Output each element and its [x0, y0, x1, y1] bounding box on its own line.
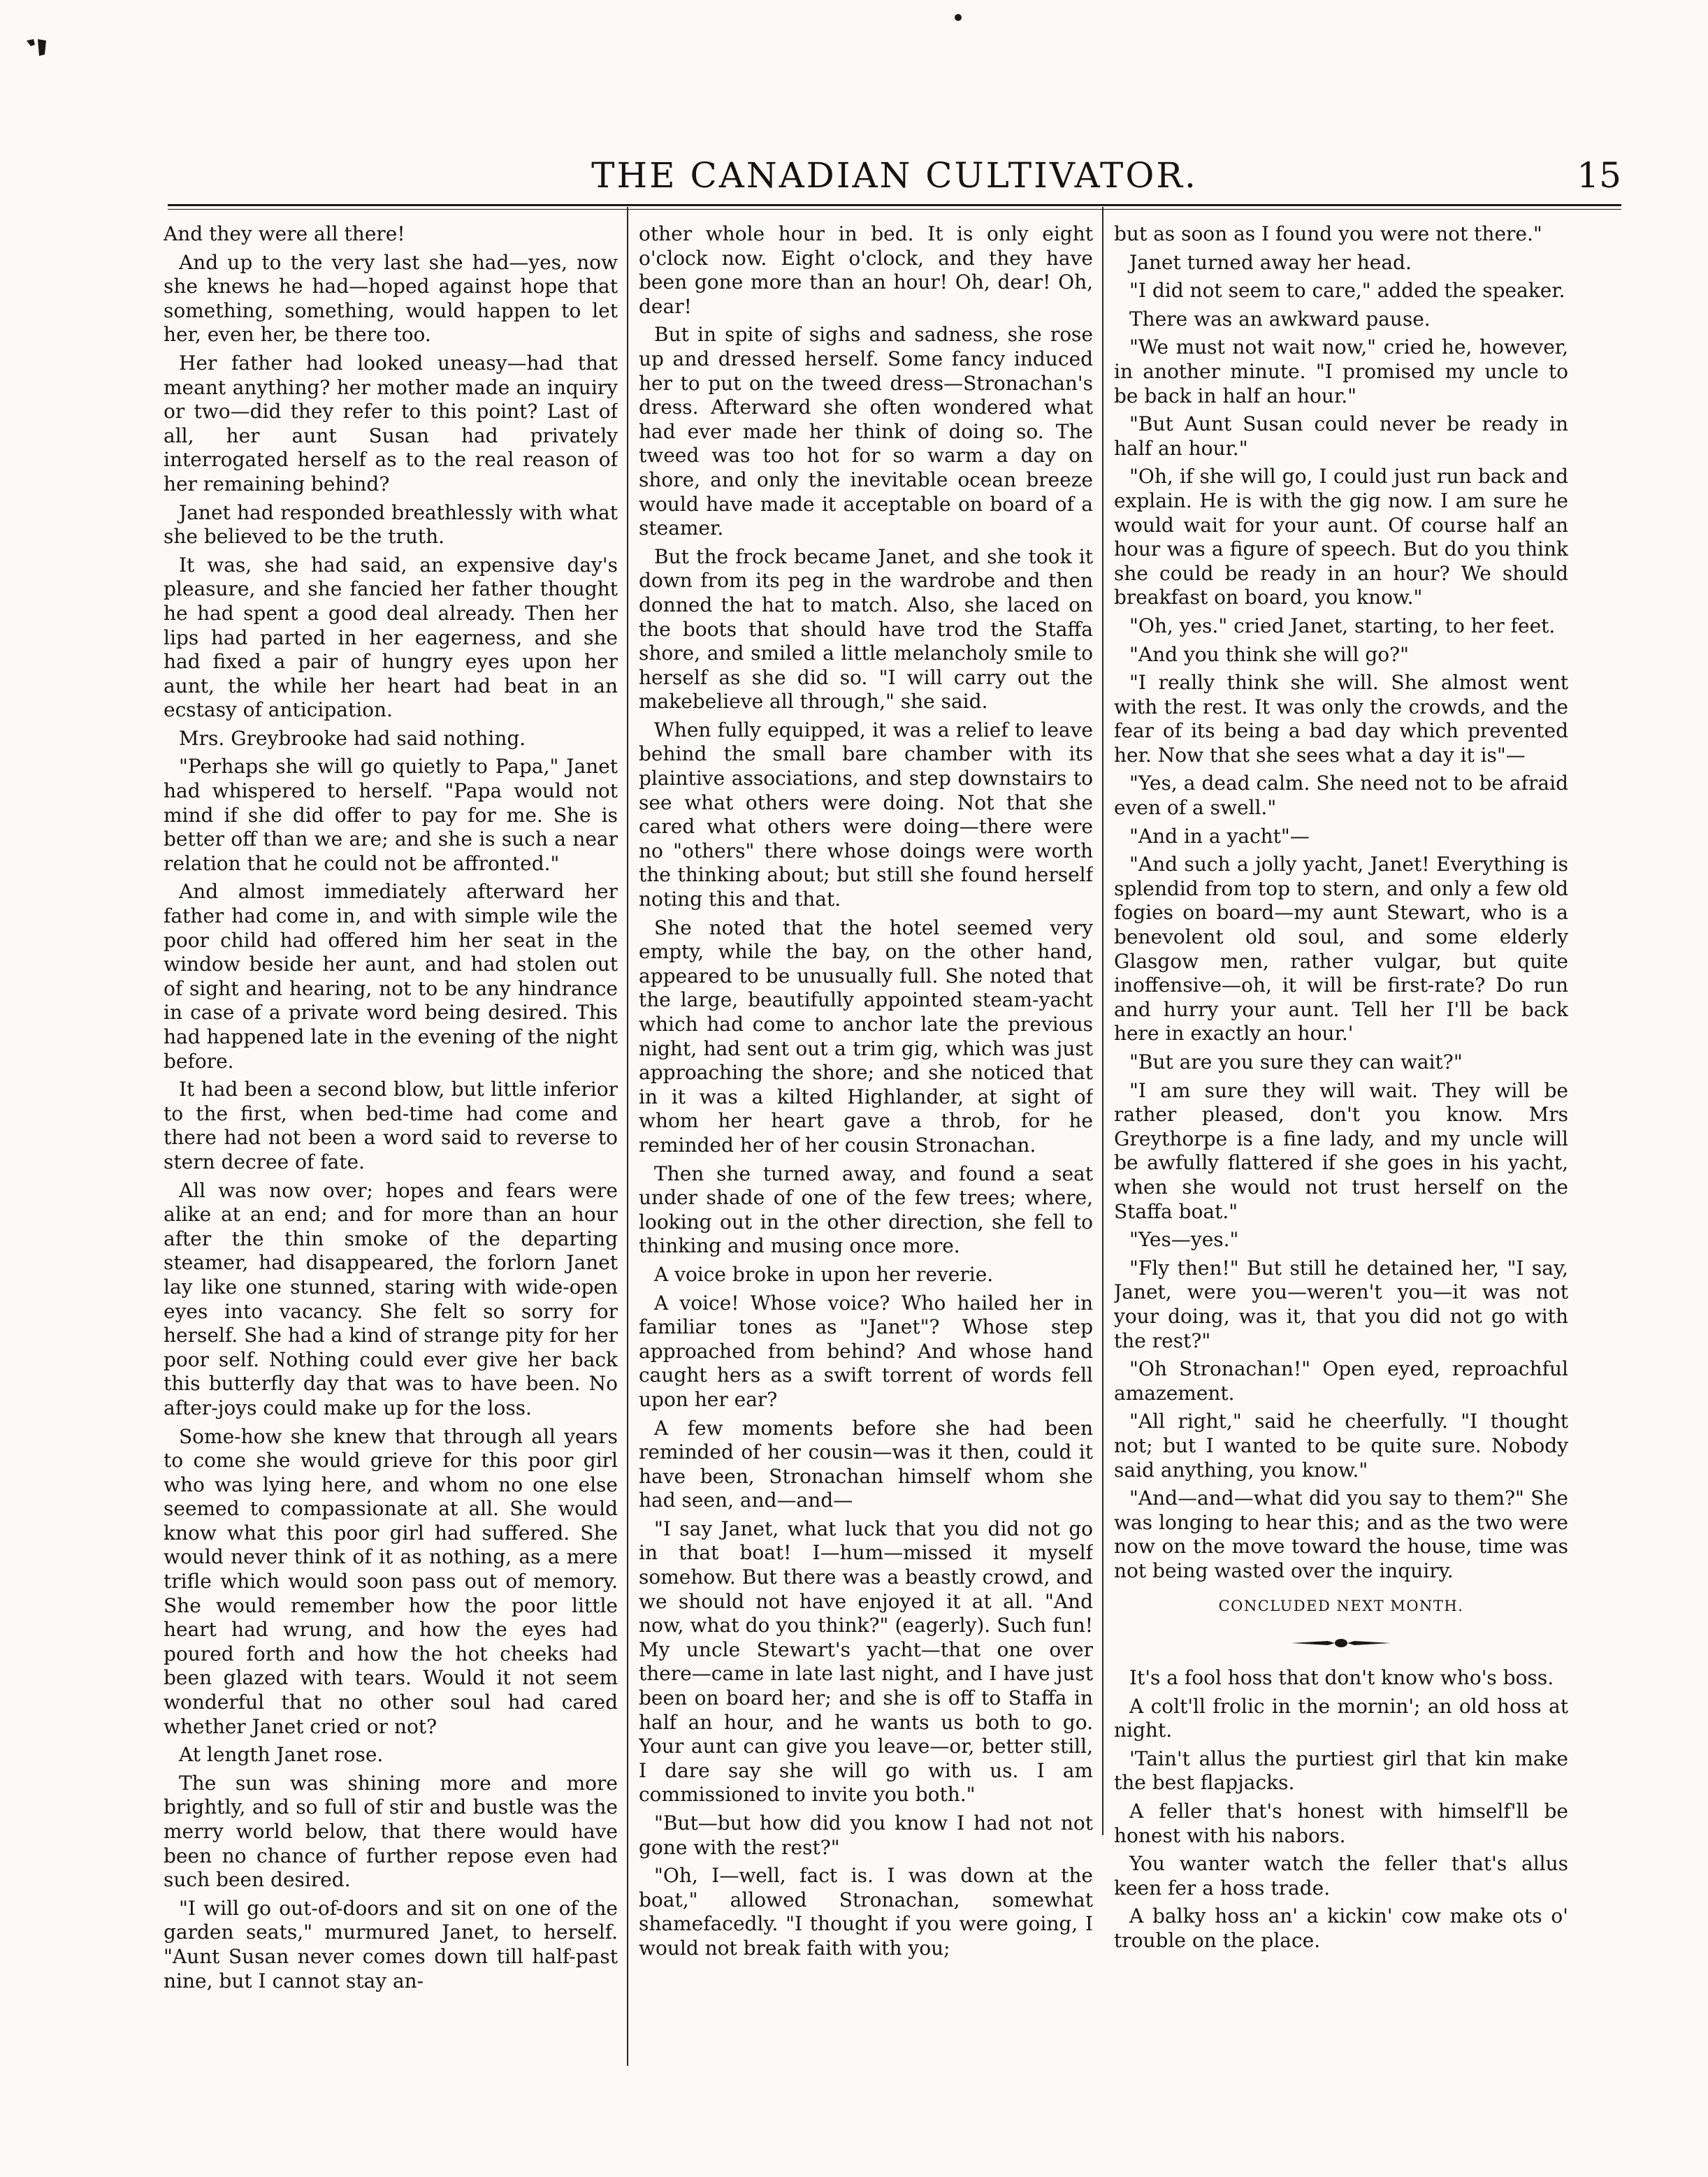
paragraph: Mrs. Greybrooke had said nothing.	[179, 726, 526, 750]
paragraph: "We must not wait now," cried he, however, in another minute. "I promised my uncle to be back in half an hour."	[1114, 335, 1568, 407]
paragraph: "And in a yacht"—	[1129, 824, 1310, 848]
paragraph: "Oh Stronachan!" Open eyed, reproachful amazement.	[1114, 1357, 1568, 1405]
paragraph: "Oh, yes." cried Janet, starting, to her feet.	[1129, 614, 1556, 637]
paragraph: At length Janet rose.	[179, 1743, 384, 1767]
paragraph: There was an awkward pause.	[1129, 307, 1431, 331]
paragraph: "Perhaps she will go quietly to Papa," Janet had whispered to herself. "Papa would not mind if she did offer to pay for me. She is better off than we are; and she is such a near relation that he could not be affronted."	[164, 755, 618, 875]
paragraph: A few moments before she had been reminded of her cousin—was it then, could it have been, Stronachan himself whom she had seen, and—and—	[639, 1416, 1093, 1512]
paragraph: All was now over; hopes and fears were alike at an end; and for more than an hour after the thin smoke of the departing steamer, had disappeared, the forlorn Janet lay like one stunned, staring with wide-open eyes into vacancy. She felt so sorry for herself. She had a kind of strange pity for her poor self. Nothing could ever give her back this butterfly day that was to have been. No after-joys could make up for the loss.	[164, 1178, 618, 1419]
paragraph: "But are you sure they can wait?"	[1129, 1050, 1463, 1073]
paragraph: "I am sure they will wait. They will be rather pleased, don't you know. Mrs Greythorpe is a fine lady, and my uncle will be awfully flattered if she goes in his yacht, when she would not trust herself on the Staffa boat."	[1114, 1078, 1568, 1223]
paragraph: And they were all there!	[164, 222, 405, 245]
paragraph: "Oh, I—well, fact is. I was down at the boat," allowed Stronachan, somewhat shamefacedly. "I thought if you were going, I would not break faith with you;	[639, 1864, 1093, 1960]
paragraph: A voice! Whose voice? Who hailed her in familiar tones as "Janet"? Whose step approached from behind? And whose hand caught hers as a swift torrent of words fell upon her ear?	[639, 1291, 1093, 1411]
saying: 'Tain't allus the purtiest girl that kin make the best flapjacks.	[1114, 1746, 1568, 1795]
paragraph: "Yes—yes."	[1129, 1228, 1239, 1252]
ornament-divider	[1289, 1635, 1394, 1651]
header-rule	[168, 204, 1621, 210]
paragraph: "I say Janet, what luck that you did not go in that boat! I—hum—missed it myself somehow. But there was a beastly crowd, and we should not have enjoyed it at all. "And now, what do you think?" (eagerly). Such fun! My uncle Stewart's yacht—that one over there—came in late last night, and I have just been on board her; and she is off to Staffa in half an hour, and he wants us both to go. Your aunt can give you leave—or, better still, I dare say she will go with us. I am commissioned to invite you both."	[639, 1517, 1093, 1807]
page-number: 15	[1577, 155, 1621, 196]
running-head	[168, 152, 1621, 198]
column-1	[164, 222, 618, 2067]
paragraph: "But—but how did you know I had not not gone with the rest?"	[639, 1811, 1093, 1859]
column-rule-1	[627, 207, 628, 2066]
paragraph: "Yes, a dead calm. She need not to be afraid even of a swell."	[1114, 772, 1568, 820]
publication-title: THE CANADIAN CULTIVATOR.	[591, 155, 1198, 196]
paragraph: Then she turned away, and found a seat under shade of one of the few trees; where, looking out in the other direction, she fell to thinking and musing once more.	[639, 1162, 1093, 1258]
paragraph: "And such a jolly yacht, Janet! Everything is splendid from top to stern, and only a few old fogies on board—my aunt Stewart, who is a benevolent old soul, and some elderly Glasgow men, rather vulgar, but quite inoffensive—oh, it will be first-rate? Do run and hurry your aunt. Tell her I'll be back here in exactly an hour.'	[1114, 853, 1568, 1046]
column-2	[639, 222, 1093, 2067]
saying: A colt'll frolic in the mornin'; an old hoss at night.	[1114, 1694, 1568, 1742]
paragraph: "I did not seem to care," added the speaker.	[1129, 279, 1565, 303]
saying: It's a fool hoss that don't know who's boss.	[1129, 1666, 1554, 1690]
paragraph: "I will go out-of-doors and sit on one of the garden seats," murmured Janet, to herself. "Aunt Susan never comes down till half-past nine, but I cannot stay an-	[164, 1896, 618, 1992]
paragraph: And up to the very last she had—yes, now she knews he had—hoped against hope that something, something, would happen to let her, even her, be there too.	[164, 250, 618, 347]
scan-blot	[24, 35, 52, 63]
column-3	[1114, 222, 1568, 2067]
saying: A balky hoss an' a kickin' cow make ots o' trouble on the place.	[1114, 1904, 1568, 1952]
paragraph: "I really think she will. She almost went with the rest. It was only the crowds, and the fear of its being a bad day which prevented her. Now that she sees what a day it is"—	[1114, 671, 1568, 767]
paragraph: But the frock became Janet, and she took it down from its peg in the wardrobe and then donned the hat to match. Also, she laced on the boots that should have trod the Staffa shore, and smiled a little melancholy smile to herself as she did so. "I will carry out the makebelieve all through," she said.	[639, 544, 1093, 714]
scan-speck	[953, 13, 963, 22]
paragraph: When fully equipped, it was a relief to leave behind the small bare chamber with its plaintive associations, and step downstairs to see what others were doing. Not that she cared what others were doing—there were no "others" there whose doings were worth the thinking about; but still she found herself noting this and that.	[639, 718, 1093, 911]
saying: You wanter watch the feller that's allus keen fer a hoss trade.	[1114, 1852, 1568, 1900]
paragraph: It had been a second blow, but little inferior to the first, when bed-time had come and there had not been a word said to reverse to stern decree of fate.	[164, 1078, 618, 1173]
concluded-notice: CONCLUDED NEXT MONTH.	[1218, 1598, 1464, 1615]
paragraph: It was, she had said, an expensive day's pleasure, and she fancied her father thought he had spent a good deal already. Then her lips had parted in her eagerness, and she had fixed a pair of hungry eyes upon her aunt, the while her heart had beat in an ecstasy of anticipation.	[164, 553, 618, 722]
column-rule-2	[1102, 207, 1103, 1835]
paragraph: She noted that the hotel seemed very empty, while the bay, on the other hand, appeared to be unusually full. She noted that the large, beautifully appointed steam-yacht which had come to anchor late the previous night, had sent out a trim gig, which was just approaching the shore; and she noticed that in it was a kilted Highlander, at sight of whom her heart gave a throb, for he reminded her of her cousin Stronachan.	[639, 916, 1093, 1157]
paragraph: other whole hour in bed. It is only eight o'clock now. Eight o'clock, and they have been gone more than an hour! Oh, dear! Oh, dear!	[639, 222, 1093, 318]
paragraph: "Fly then!" But still he detained her, "I say, Janet, were you—weren't you—it was not your doing, was it, that you did not go with the rest?"	[1114, 1256, 1568, 1352]
paragraph: "And you think she will go?"	[1129, 642, 1409, 666]
paragraph: Some-how she knew that through all years to come she would grieve for this poor girl who was lying here, and whom no one else seemed to compassionate at all. She would know what this poor girl had suffered. She would never think of it as nothing, as a mere trifle which would soon pass out of memory. She would remember how the poor little heart had wrung, and how the eyes had poured forth and how the hot cheeks had been glazed with tears. Would it not seem wonderful that no other soul had cared whether Janet cried or not?	[164, 1424, 618, 1738]
paragraph: Janet had responded breathlessly with what she believed to be the truth.	[164, 500, 618, 549]
paragraph: "But Aunt Susan could never be ready in half an hour."	[1114, 412, 1568, 460]
paragraph: But in spite of sighs and sadness, she rose up and dressed herself. Some fancy induced her to put on the tweed dress—Stronachan's dress. Afterward she often wondered what had ever made her think of doing so. The tweed was too hot for so warm a day on shore, and only the inevitable ocean breeze would have made it acceptable on board of a steamer.	[639, 323, 1093, 540]
paragraph: but as soon as I found you were not there."	[1114, 222, 1542, 245]
saying: A feller that's honest with himself'll be honest with his nabors.	[1114, 1800, 1568, 1847]
paragraph: The sun was shining more and more brightly, and so full of stir and bustle was the merry world below, that there would have been no chance of further repose even had such been desired.	[164, 1771, 618, 1892]
paragraph: A voice broke in upon her reverie.	[654, 1262, 994, 1286]
paragraph: "And—and—what did you say to them?" She was longing to hear this; and as the two were now on the move toward the house, time was not being wasted over the inquiry.	[1114, 1487, 1568, 1582]
paragraph: "All right," said he cheerfully. "I thought not; but I wanted to be quite sure. Nobody said anything, you know."	[1114, 1410, 1568, 1482]
paragraph: Her father had looked uneasy—had that meant anything? her mother made an inquiry or two—did they refer to this point? Last of all, her aunt Susan had privately interrogated herself as to the real reason of her remaining behind?	[164, 351, 618, 496]
paragraph: And almost immediately afterward her father had come in, and with simple wile the poor child had offered him her seat in the window beside her aunt, and had stolen out of sight and hearing, not to be any hindrance in case of a private word being desired. This had happened late in the evening of the night before.	[164, 880, 618, 1073]
paragraph: Janet turned away her head.	[1129, 250, 1412, 274]
paragraph: "Oh, if she will go, I could just run back and explain. He is with the gig now. I am sure he would wait for your aunt. Of course half an hour was a figure of speech. But do you think she could be ready in an hour? We should breakfast on board, you know."	[1114, 465, 1568, 609]
